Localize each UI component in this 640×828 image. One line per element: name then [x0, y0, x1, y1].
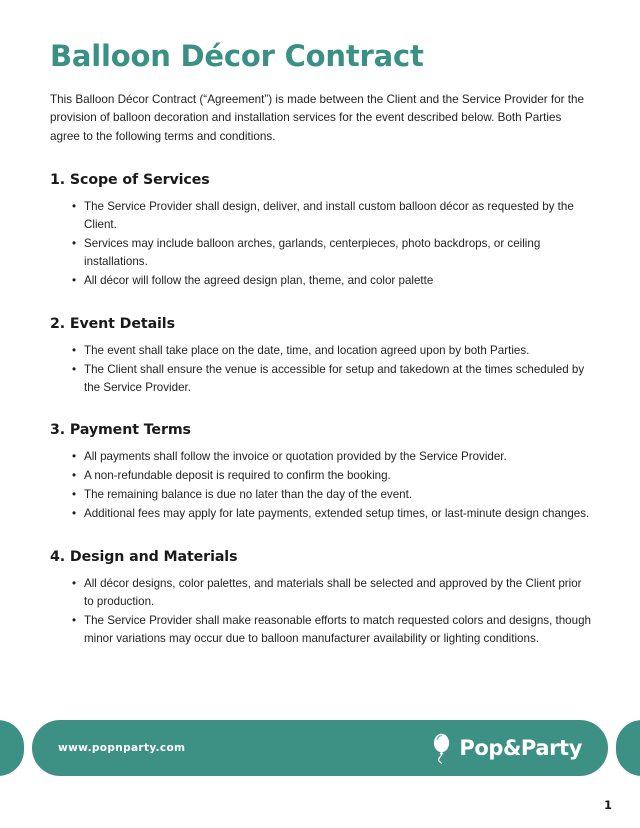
- list-item: [72, 235, 592, 271]
- bullet-point-icon: •: [72, 450, 77, 464]
- document-body: [50, 40, 592, 649]
- list-item: [72, 198, 592, 234]
- footer-bar: [32, 720, 608, 776]
- list-item-text: All décor will follow the agreed design plan, theme, and color palette: [84, 273, 434, 287]
- list-item: [72, 505, 592, 523]
- bullet-point-icon: •: [72, 469, 77, 483]
- page-number: 1: [603, 798, 612, 812]
- section-heading: 4. Design and Materials: [50, 549, 238, 566]
- list-item-text: Services may include balloon arches, garlands, centerpieces, photo backdrops, or ceiling installations.: [84, 236, 541, 268]
- brand-name-label: Pop&Party: [459, 735, 582, 760]
- page-title: Balloon Décor Contract: [50, 39, 424, 73]
- list-item: [72, 448, 592, 466]
- bullet-point-icon: •: [72, 273, 77, 287]
- footer-left-cap: [0, 720, 24, 776]
- list-item-text: The Service Provider shall make reasonable efforts to match requested colors and designs, though minor variations may occur due to balloon manufacturer availability or lighting conditions.: [84, 614, 591, 646]
- intro-paragraph: This Balloon Décor Contract (“Agreement”) is made between the Client and the Service Provider for the provision of balloon decoration and installation services for the event described below. Both Parties agree to the following terms and conditions.: [50, 93, 584, 143]
- list-item-text: Additional fees may apply for late payments, extended setup times, or last-minute design changes.: [84, 507, 590, 521]
- section-bullet-list: [50, 198, 592, 290]
- sections-container: [50, 172, 592, 649]
- contract-section: [50, 172, 592, 290]
- footer-website-url[interactable]: www.popnparty.com: [58, 742, 186, 754]
- brand-logo: [431, 733, 582, 764]
- list-item-text: All décor designs, color palettes, and materials shall be selected and approved by the Client prior to production.: [84, 577, 582, 609]
- list-item-text: The event shall take place on the date, time, and location agreed upon by both Parties.: [84, 343, 530, 357]
- list-item: [72, 342, 592, 360]
- footer-right-cap: [616, 720, 640, 776]
- section-heading: 1. Scope of Services: [50, 171, 210, 188]
- section-bullet-list: [50, 342, 592, 397]
- list-item: [72, 467, 592, 485]
- list-item-text: All payments shall follow the invoice or quotation provided by the Service Provider.: [84, 450, 507, 464]
- list-item: [72, 272, 592, 290]
- list-item-text: A non-refundable deposit is required to confirm the booking.: [84, 469, 391, 483]
- list-item-text: The remaining balance is due no later than the day of the event.: [84, 488, 413, 502]
- page-footer: [0, 720, 640, 776]
- list-item: [72, 612, 592, 648]
- balloon-icon: [431, 733, 452, 764]
- section-heading: 2. Event Details: [50, 315, 175, 332]
- contract-section: [50, 316, 592, 397]
- list-item: [72, 361, 592, 397]
- list-item-text: The Service Provider shall design, deliver, and install custom balloon décor as requested by the Client.: [84, 199, 574, 231]
- contract-section: [50, 422, 592, 523]
- section-heading: 3. Payment Terms: [50, 422, 191, 439]
- list-item: [72, 486, 592, 504]
- bullet-point-icon: •: [72, 488, 77, 502]
- section-bullet-list: [50, 575, 592, 648]
- bullet-point-icon: •: [72, 343, 77, 357]
- list-item-text: The Client shall ensure the venue is accessible for setup and takedown at the times scheduled by the Service Provider.: [84, 362, 585, 394]
- bullet-point-icon: •: [72, 362, 77, 376]
- section-bullet-list: [50, 448, 592, 523]
- bullet-point-icon: •: [72, 614, 77, 628]
- bullet-point-icon: •: [72, 199, 77, 213]
- list-item: [72, 575, 592, 611]
- bullet-point-icon: •: [72, 577, 77, 591]
- bullet-point-icon: •: [72, 507, 77, 521]
- bullet-point-icon: •: [72, 236, 77, 250]
- contract-section: [50, 549, 592, 648]
